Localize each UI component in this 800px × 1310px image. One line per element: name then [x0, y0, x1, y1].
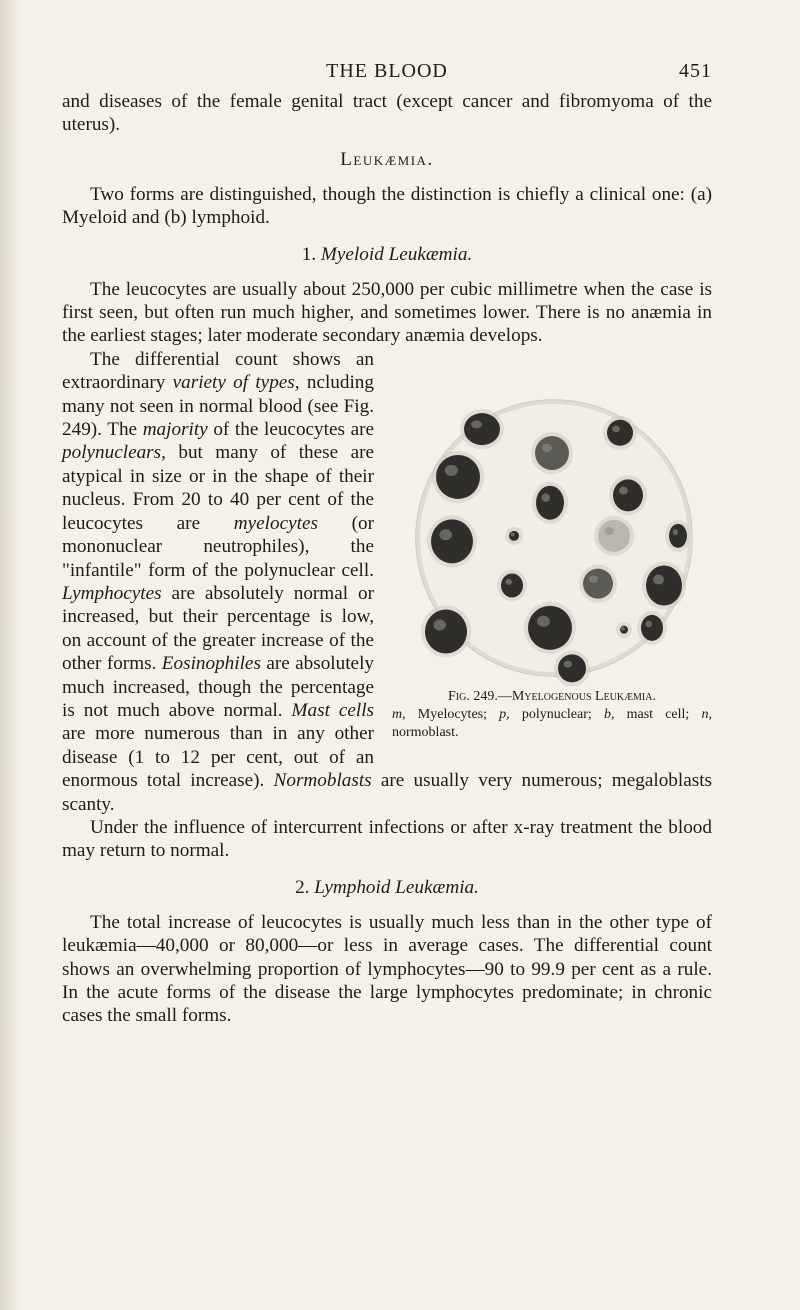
- caption-text: normoblast.: [392, 724, 459, 740]
- nucleus-highlight: [619, 486, 628, 494]
- cell-nucleus: [431, 519, 473, 563]
- subheading-number: 2.: [295, 876, 315, 898]
- cell-nucleus: [528, 606, 572, 650]
- myeloid-paragraph-3: Under the influence of intercurrent infections or after x-ray treatment the blood may return to normal.: [62, 816, 712, 862]
- nucleus-highlight: [445, 465, 458, 476]
- myelocyte-cell: [460, 409, 504, 449]
- text-run: (or mononuclear neutrophiles), the "infantile" form of the polynuclear cell.: [62, 512, 374, 581]
- cell-nucleus: [613, 479, 643, 511]
- myelocyte-cell: [421, 605, 471, 657]
- nucleus-highlight: [537, 616, 550, 627]
- normoblast-cell: [505, 527, 523, 545]
- lymphoid-paragraph-1: The total increase of leucocytes is usually much less than in the other type of leukæmia—40,000 or 80,000—or less in average cases. The differential count shows an overwhelming proportion of lymphocytes—90 to 99.9 per cent as a rule. In the acute forms of the disease the large lymphocytes predominate; in chronic cases the small forms.: [62, 911, 712, 1027]
- nucleus-highlight: [645, 621, 652, 628]
- blood-smear-illustration: [402, 396, 702, 686]
- page-number: 451: [679, 60, 712, 82]
- page-edge-shadow: [0, 0, 22, 1310]
- running-head: [62, 60, 712, 90]
- nucleus-highlight: [433, 619, 446, 630]
- text-run: are more numerous than in any other disease (1 to 12 per cent, out of an enormous total increase).: [62, 723, 374, 792]
- cell-nucleus: [501, 573, 523, 597]
- nucleus-highlight: [542, 444, 552, 453]
- subheading-lymphoid: [62, 877, 712, 899]
- text-run-italic: Normoblasts: [273, 770, 372, 792]
- cell-nucleus: [598, 520, 630, 552]
- nucleus-highlight: [673, 529, 678, 535]
- mast-cell: [554, 650, 590, 686]
- myelocyte-cell: [427, 515, 477, 567]
- myelocyte-cell: [531, 432, 573, 474]
- text-run: of the leucocytes are: [207, 419, 374, 441]
- cell-nucleus: [536, 486, 564, 520]
- caption-label: b,: [603, 706, 615, 722]
- text-run-italic: Eosinophiles: [161, 653, 261, 675]
- nucleus-highlight: [604, 527, 614, 535]
- subheading-number: 1.: [301, 243, 317, 265]
- cell-nucleus: [436, 455, 480, 499]
- text-run: but many of these are atypical in size or in the shape of their nucleus. From 20 to 40 per cent of the leucocytes are: [62, 442, 374, 534]
- cell-nucleus: [669, 524, 687, 548]
- caption-label: m,: [392, 706, 406, 722]
- nucleus-highlight: [505, 579, 512, 585]
- subheading-title: Myeloid Leukæmia.: [320, 243, 473, 265]
- polynuclear-cell: [603, 416, 637, 450]
- nucleus-highlight: [542, 493, 550, 502]
- cell-nucleus: [583, 569, 613, 599]
- intro-paragraph: and diseases of the female genital tract (except cancer and fibromyoma of the uterus).: [62, 91, 712, 136]
- caption-text: mast cell;: [614, 706, 702, 722]
- text-run-italic: polynuclears,: [62, 442, 166, 464]
- text-run: are usually very numerous; megaloblasts scanty.: [62, 770, 712, 815]
- myelocyte-cell: [524, 602, 576, 654]
- nucleus-highlight: [621, 626, 625, 630]
- caption-title: Fig. 249.—Myelogenous Leukæmia.: [448, 688, 656, 704]
- subheading-title: Lymphoid Leukæmia.: [314, 876, 479, 898]
- nucleus-highlight: [471, 420, 482, 428]
- cell-nucleus: [558, 654, 586, 682]
- myelocyte-cell: [432, 451, 484, 503]
- forms-paragraph: Two forms are distinguished, though the distinction is chiefly a clinical one: (a) Myeloid and (b) lymphoid.: [62, 183, 712, 229]
- text-run-italic: Lymphocytes: [62, 582, 162, 604]
- polynuclear-cell: [637, 611, 667, 645]
- nucleus-highlight: [589, 575, 598, 583]
- polynuclear-cell: [609, 475, 647, 515]
- polynuclear-cell: [594, 516, 634, 556]
- text-run-italic: myelocytes: [233, 512, 318, 534]
- caption-text: Myelocytes;: [405, 706, 500, 722]
- text-run: ncluding many not seen in normal blood (see Fig. 249). The: [62, 372, 374, 441]
- myelocyte-cell: [642, 561, 686, 609]
- subheading-myeloid: [62, 244, 712, 266]
- caption-text: polynuclear;: [509, 706, 604, 722]
- cell-nucleus: [509, 531, 519, 541]
- section-heading-leukaemia: Leukæmia.: [340, 148, 434, 170]
- polynuclear-cell: [497, 569, 527, 601]
- text-run-italic: variety of types,: [172, 372, 300, 394]
- cell-nucleus: [607, 420, 633, 446]
- text-run: are absolutely normal or increased, but their percentage is low, on account of the greater increase of the other forms.: [62, 582, 374, 675]
- caption-label: n,: [701, 706, 712, 722]
- figure-249: [392, 396, 712, 742]
- nucleus-highlight: [439, 529, 452, 540]
- myelocyte-cell: [579, 565, 617, 603]
- text-run-italic: majority: [142, 419, 208, 441]
- myeloid-paragraph-2-block: [62, 348, 712, 816]
- caption-label: p,: [499, 706, 510, 722]
- running-title: THE BLOOD: [326, 60, 448, 82]
- cell-nucleus: [641, 615, 663, 641]
- text-run: are absolutely much increased, though the percentage is not much above normal.: [62, 653, 374, 721]
- polynuclear-cell: [532, 482, 568, 524]
- figure-caption: [392, 688, 712, 742]
- normoblast-cell: [616, 622, 632, 638]
- text-run: The differential count shows an extraordinary: [62, 348, 374, 394]
- nucleus-highlight: [564, 660, 572, 667]
- mast-cell: [665, 520, 691, 552]
- text-run-italic: Mast cells: [291, 699, 374, 721]
- nucleus-highlight: [511, 532, 515, 536]
- book-page: [62, 60, 712, 1028]
- cell-nucleus: [425, 609, 467, 653]
- myeloid-paragraph-1: The leucocytes are usually about 250,000 per cubic millimetre when the case is first seen, but often run much higher, and sometimes lower. There is no anæmia in the earliest stages; later moderate secondary anæmia develops.: [62, 278, 712, 347]
- cell-nucleus: [464, 413, 500, 445]
- nucleus-highlight: [612, 425, 620, 432]
- cell-nucleus: [646, 565, 682, 605]
- nucleus-highlight: [653, 574, 664, 584]
- cell-nucleus: [535, 436, 569, 470]
